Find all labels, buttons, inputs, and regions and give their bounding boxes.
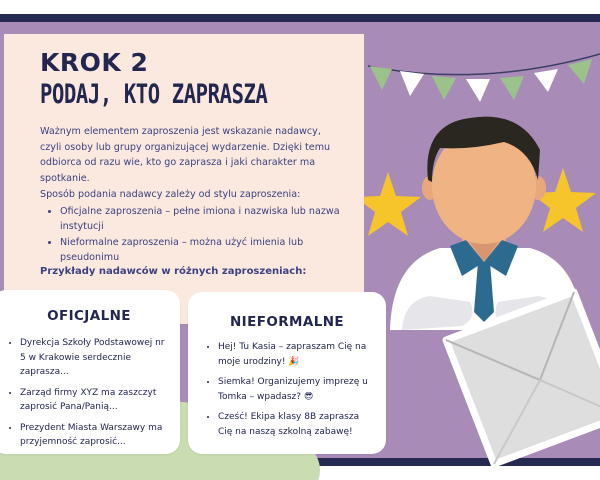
informal-card-title: NIEFORMALNE — [229, 314, 345, 330]
examples-heading: Przykłady nadawców w różnych zaproszeniach: — [40, 266, 307, 277]
method-item: • Nieformalne zaproszenia – można użyć imienia lub pseudonimu — [60, 235, 340, 266]
official-examples-list — [0, 336, 180, 450]
intro-paragraph: Ważnym elementem zaproszenia jest wskazanie nadawcy, czyli osoby lub grupy organizującej wydarzenie. Dzięki temu odbiorca od razu wie, kto go zaprasza i jaki charakter ma spotkanie. — [40, 126, 331, 184]
official-example-item: • Zarząd firmy XYZ ma zaszczyt zaprosić Pana/Panią... — [20, 386, 172, 415]
official-example-item: • Dyrekcja Szkoły Podstawowej nr 5 w Krakowie serdecznie zaprasza... — [20, 336, 172, 380]
informal-examples-list — [188, 340, 386, 439]
step-title: KROK 2 — [40, 48, 149, 77]
method-list — [40, 204, 340, 266]
informal-examples-card — [188, 292, 386, 454]
informal-example-item: • Hej! Tu Kasia – zapraszam Cię na moje urodziny! 🎉 — [218, 340, 374, 369]
informal-example-item: • Siemka! Organizujemy imprezę u Tomka – wpadasz? 😎 — [218, 375, 374, 404]
sender-method-section — [40, 187, 340, 266]
method-item: • Oficjalne zaproszenia – pełne imiona i nazwiska lub nazwa instytucji — [60, 204, 340, 235]
method-lead: Sposób podania nadawcy zależy od stylu zaproszenia: — [40, 189, 301, 200]
official-example-item: • Prezydent Miasta Warszawy ma przyjemność zaprosić... — [20, 421, 172, 450]
official-card-title: OFICJALNE — [47, 308, 131, 324]
official-examples-card — [0, 290, 180, 454]
star-icon — [355, 172, 421, 236]
bunting-garland — [368, 54, 600, 102]
informal-example-item: • Cześć! Ekipa klasy 8B zaprasza Cię na naszą szkolną zabawę! — [218, 410, 374, 439]
step-subtitle: PODAJ, KTO ZAPRASZA — [40, 79, 268, 110]
